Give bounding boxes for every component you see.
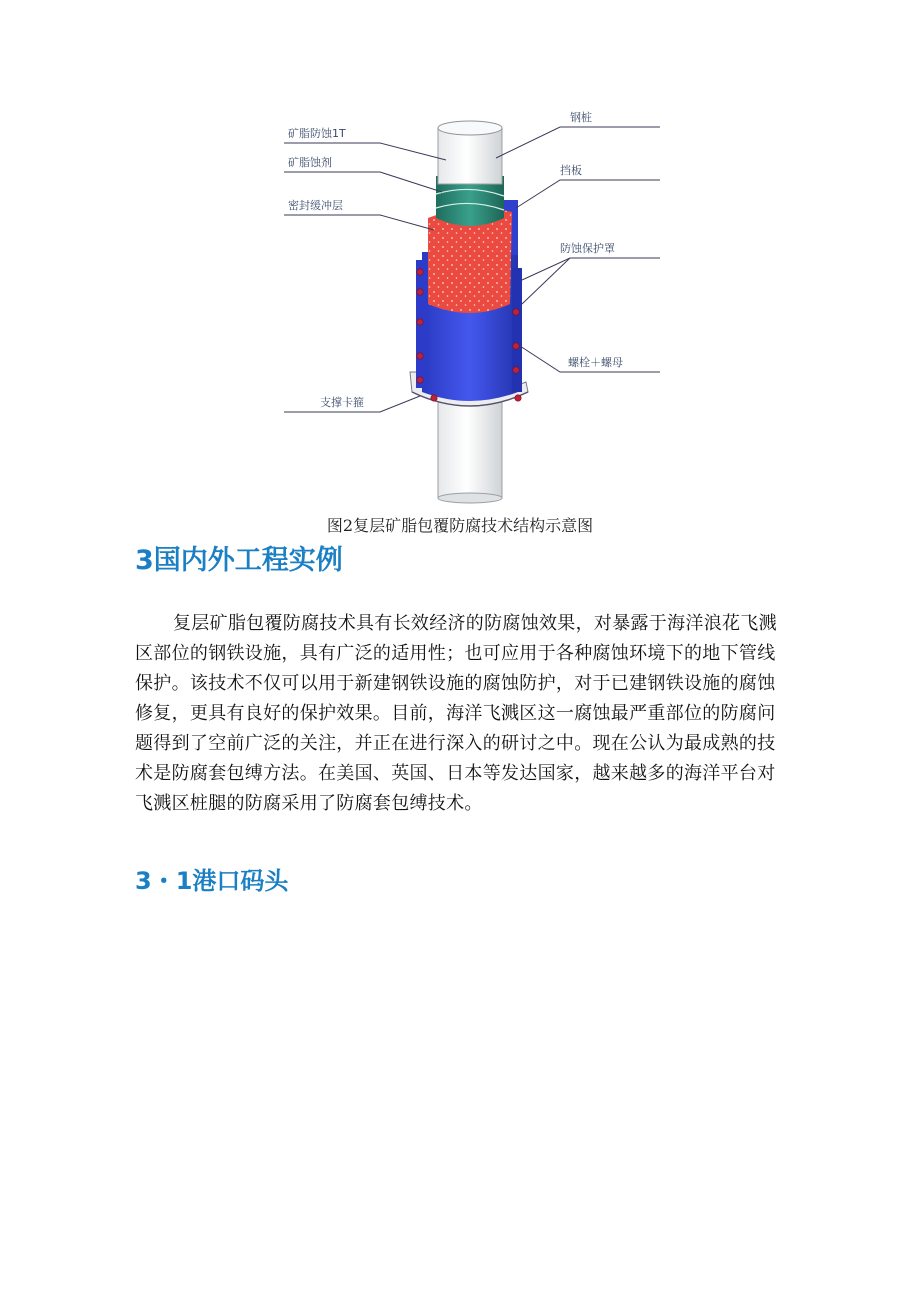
paragraph-line: 修复，更具有良好的保护效果。目前，海洋飞溅区这一腐蚀最严重部位的防腐问 (135, 703, 776, 724)
section-paragraph (135, 609, 785, 819)
structure-diagram-svg (270, 100, 670, 505)
steel-pile-bottom (438, 493, 502, 503)
label-bolt-nut: 螺栓＋螺母 (568, 356, 623, 369)
subsection-heading: 3・1港口码头 (135, 867, 289, 895)
steel-pile-lower (438, 400, 502, 498)
leader-cover-b (522, 258, 570, 304)
label-seal-layer: 密封缓冲层 (288, 199, 343, 212)
paragraph-line: 复层矿脂包覆防腐技术具有长效经济的防腐蚀效果，对暴露于海洋浪花飞溅 (173, 613, 777, 634)
leader-cover-a (522, 258, 660, 280)
structure-diagram (270, 100, 670, 505)
label-grease-paste: 矿脂蚀剂 (288, 156, 332, 169)
paragraph-line: 飞溅区桩腿的防腐采用了防腐套包缚技术。 (135, 793, 483, 814)
figure-caption: 图2复层矿脂包覆防腐技术结构示意图 (326, 516, 594, 535)
bolt-nut (417, 289, 423, 295)
leader-seal-layer (284, 215, 434, 230)
bolt-nut (431, 395, 437, 401)
cover-flange-right (512, 268, 522, 392)
label-steel-pile: 钢桩 (570, 111, 592, 124)
label-support-clamp: 支撑卡箍 (320, 396, 364, 409)
bolt-nut (417, 319, 423, 325)
paragraph-line: 保护。该技术不仅可以用于新建钢铁设施的腐蚀防护，对于已建钢铁设施的腐蚀 (135, 673, 776, 694)
leader-grease-paste (284, 172, 442, 192)
bolt-nut (417, 353, 423, 359)
paragraph-line: 术是防腐套包缚方法。在美国、英国、日本等发达国家，越来越多的海洋平台对 (135, 763, 776, 784)
bolt-nut (515, 395, 521, 401)
bolt-nut (513, 309, 519, 315)
bolt-nut (513, 343, 519, 349)
bolt-nut (417, 269, 423, 275)
label-baffle: 挡板 (560, 164, 582, 177)
steel-pile-upper (438, 128, 502, 184)
bolt-nut (513, 367, 519, 373)
leader-baffle (516, 180, 660, 208)
label-protective-cover: 防蚀保护罩 (560, 242, 615, 255)
paragraph-line: 题得到了空前广泛的关注，并正在进行深入的研讨之中。现在公认为最成熟的技 (135, 733, 776, 754)
bolt-nut (417, 377, 423, 383)
label-grease-tape: 矿脂防蚀1T (288, 127, 346, 140)
steel-pile-top (438, 121, 502, 135)
leader-steel-pile (496, 127, 660, 158)
paragraph-line: 区部位的钢铁设施，具有广泛的适用性；也可应用于各种腐蚀环境下的地下管线 (135, 643, 776, 664)
section-heading: 3国内外工程实例 (135, 545, 343, 576)
